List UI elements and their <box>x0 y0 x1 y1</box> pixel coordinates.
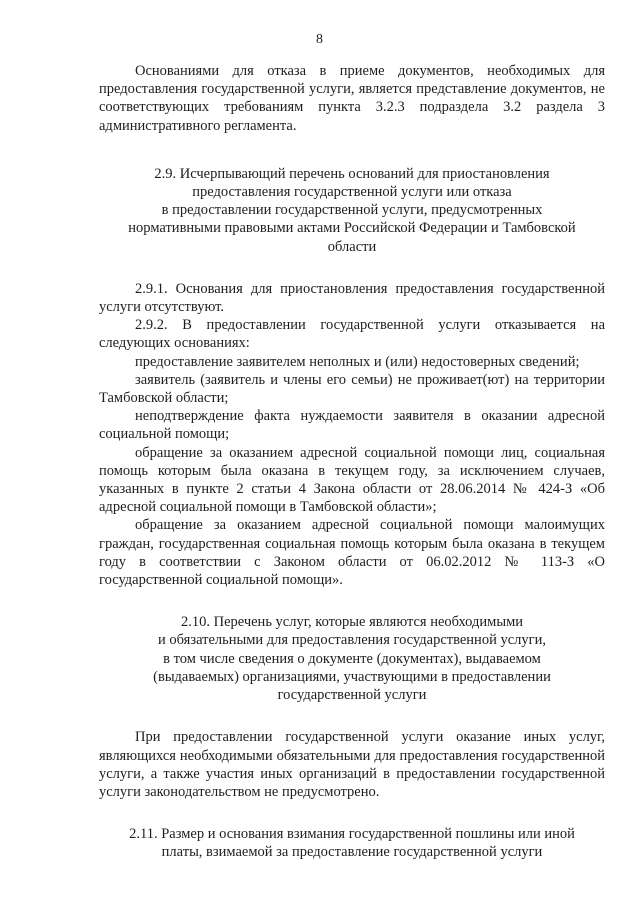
heading-section-2-10 <box>99 613 605 704</box>
paragraph-2-10-body: При предоставлении государственной услуги оказание иных услуг, являющихся необходимыми обязательными для предоставления государственной услуги, а также участия иных организаций в предоставлении государственной услуги законодательством не предусмотрено. <box>99 729 605 800</box>
page-number: 8 <box>316 32 323 47</box>
document-body <box>99 62 605 862</box>
paragraph-refusal-grounds: Основаниями для отказа в приеме документов, необходимых для предоставления государственной услуги, является представление документов, не соответствующих требованиям пункта 3.2.3 подраздела 3.2 раздела 3 административного регламента. <box>99 63 605 134</box>
heading-section-2-9 <box>99 165 605 256</box>
heading-line: области <box>327 238 377 255</box>
refusal-ground-item: предоставление заявителем неполных и (или) недостоверных сведений; <box>135 353 580 370</box>
heading-line: (выдаваемых) организациями, участвующими в предоставлении <box>153 668 551 685</box>
heading-line: платы, взимаемой за предоставление государственной услуги <box>161 844 543 861</box>
refusal-ground-item: обращение за оказанием адресной социальной помощи малоимущих граждан, государственная социальная помощь которым была оказана в текущем году в соответствии с Законом области от 06.02.2012 № 113-З «О государственной социальной помощи». <box>99 517 605 589</box>
heading-line: государственной услуги <box>277 687 427 704</box>
heading-line: 2.10. Перечень услуг, которые являются необходимыми <box>180 614 524 631</box>
heading-line: предоставления государственной услуги или отказа <box>192 184 512 201</box>
heading-line: в том числе сведения о документе (документах), выдаваемом <box>163 650 541 667</box>
paragraph-2-9-2: 2.9.2. В предоставлении государственной услуги отказывается на следующих основаниях: <box>99 317 605 352</box>
heading-line: 2.9. Исчерпывающий перечень оснований для приостановления <box>154 165 550 182</box>
refusal-ground-item: заявитель (заявитель и члены его семьи) не проживает(ют) на территории Тамбовской области; <box>99 371 605 407</box>
heading-line: 2.11. Размер и основания взимания государственной пошлины или иной <box>129 826 575 843</box>
refusal-ground-item: неподтверждение факта нуждаемости заявителя в оказании адресной социальной помощи; <box>99 408 605 443</box>
heading-section-2-11 <box>99 825 605 861</box>
refusal-ground-item: обращение за оказанием адресной социальной помощи лиц, социальная помощь которым была оказана в текущем году, за исключением случаев, указанных в пункте 2 статьи 4 Закона области от 28.06.2014 № 424-З «Об адресной социальной помощи в Тамбовской области»; <box>99 444 605 516</box>
heading-line: нормативными правовыми актами Российской Федерации и Тамбовской <box>128 220 576 237</box>
heading-line: в предоставлении государственной услуги, предусмотренных <box>161 202 543 219</box>
paragraph-2-9-1: 2.9.1. Основания для приостановления предоставления государственной услуги отсутствуют. <box>99 280 605 316</box>
heading-line: и обязательными для предоставления государственной услуги, <box>158 632 546 649</box>
